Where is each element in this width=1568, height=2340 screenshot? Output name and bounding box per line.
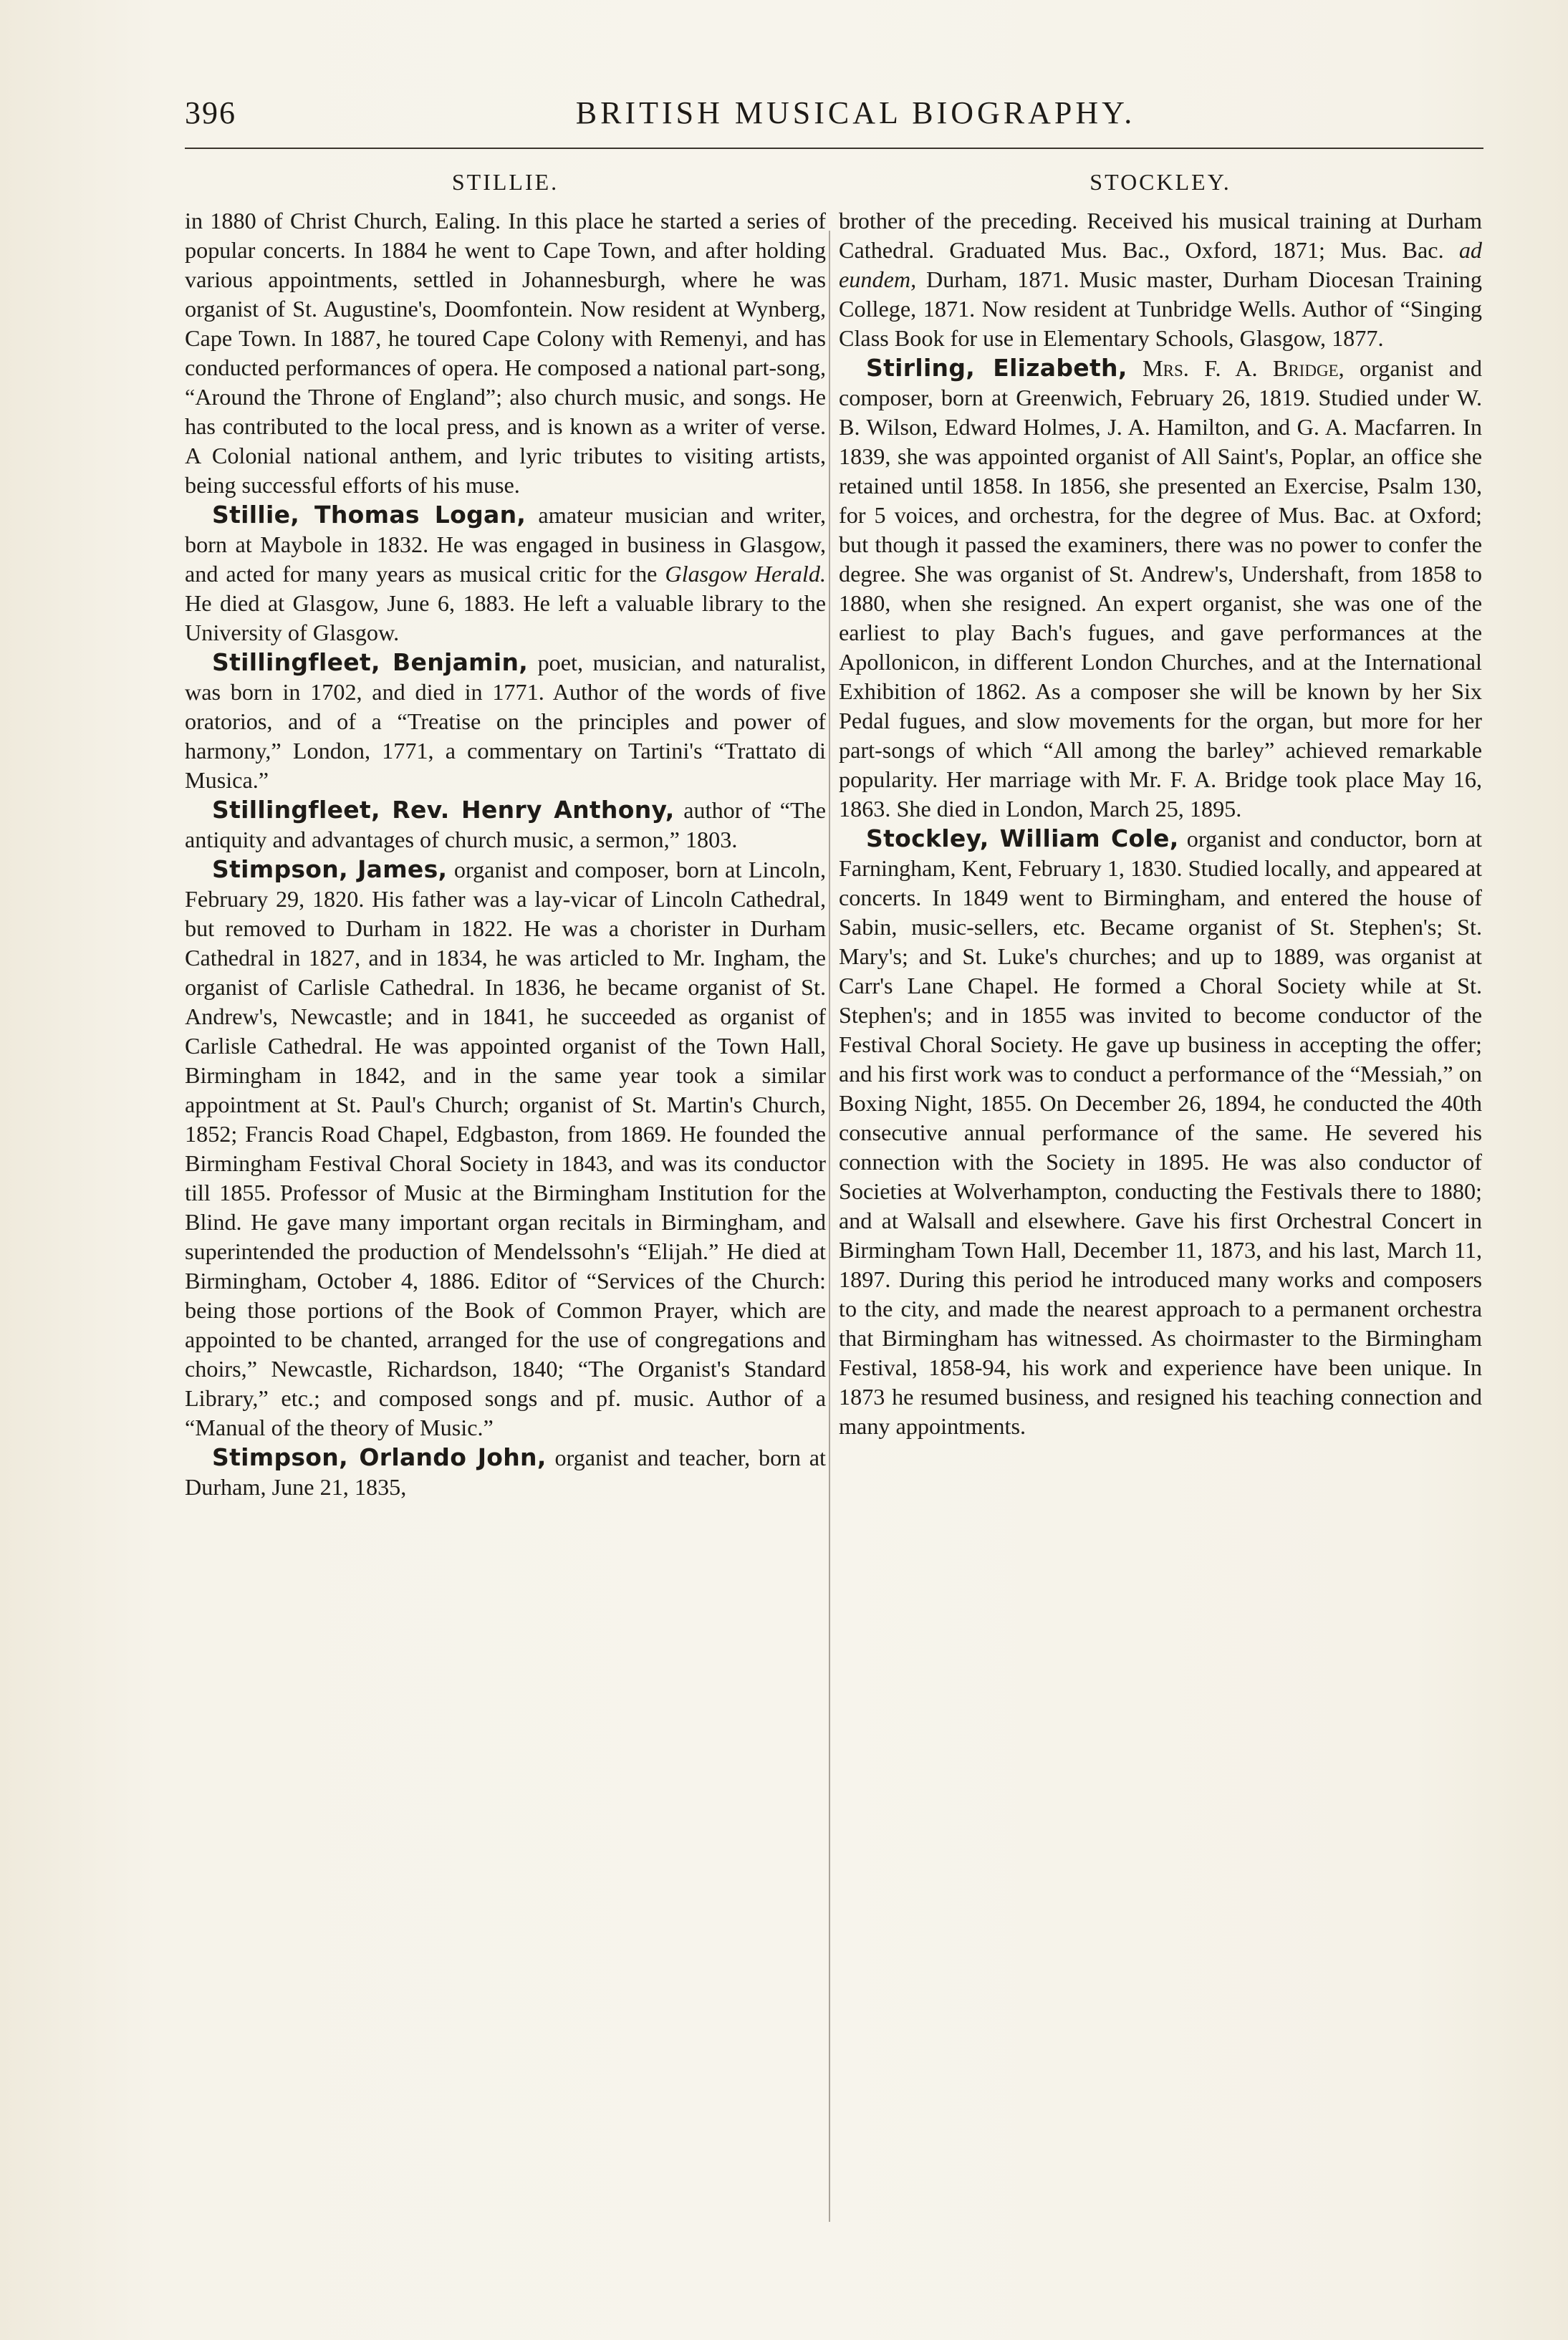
entry-headword: Stillingfleet, Rev. Henry Anthony,: [212, 796, 675, 824]
left-column: [185, 166, 826, 2286]
entry-text: author of “The antiquity and advantages of church music, a sermon,” 1803.: [185, 797, 826, 852]
entry-text: Durham, 1871. Music master, Durham Diocesan Training College, 1871. Now resident at Tunbridge Wells. Author of “Singing Class Book for use in Elementary Schools, Glasgow, 1877.: [839, 266, 1482, 351]
page-number: 396: [185, 95, 236, 130]
entry-continuation: [185, 206, 826, 500]
entry-stillingfleet-henry-anthony: [185, 795, 826, 854]
entry-headword: Stirling, Elizabeth,: [866, 354, 1127, 382]
entry-stillie-thomas-logan: [185, 500, 826, 647]
entry-text: organist and conductor, born at Farningham, Kent, February 1, 1830. Studied locally, and appeared at concerts. In 1849 went to Birmingham, and entered the house of Sabin, music-sellers, etc. Became organist of St. Stephen's; St. Mary's; and St. Luke's churches; and up to 1889, was organist at Carr's Lane Chapel. He formed a Choral Society while at St. Stephen's; and in 1855 was invited to become conductor of the Festival Choral Society. He gave up business in accepting the offer; and his first work was to conduct a performance of the “Messiah,” on Boxing Night, 1855. On December 26, 1894, he conducted the 40th consecutive annual performance of the same. He severed his connection with the Society in 1895. He was also conductor of Societies at Wolverhampton, conducting the Festivals there to 1880; and at Walsall and elsewhere. Gave his first Orchestral Concert in Birmingham Town Hall, December 11, 1873, and his last, March 11, 1897. During this period he introduced many works and composers to the city, and made the nearest approach to a permanent orchestra that Birmingham has witnessed. As choirmaster to the Birmingham Festival, 1858-94, his work and experience have been unique. In 1873 he resumed business, and resigned his teaching connection and many appointments.: [839, 826, 1482, 1439]
entry-married-name: Mrs. F. A. Bridge,: [1127, 355, 1345, 381]
entry-italic-term: ad eundem,: [839, 237, 1482, 292]
entry-text: amateur musician and writer, born at Maybole in 1832. He was engaged in business in Glasgow, and acted for many years as musical critic for the: [185, 502, 826, 587]
entry-text: organist and composer, born at Greenwich, February 26, 1819. Studied under W. B. Wilson, Edward Holmes, J. A. Hamilton, and G. A. Macfarren. In 1839, she was appointed organist of All Saint's, Poplar, an office she retained until 1858. In 1856, she presented an Exercise, Psalm 130, for 5 voices, and orchestra, for the degree of Mus. Bac. at Oxford; but though it passed the examiners, there was no power to confer the degree. She was organist of St. Andrew's, Undershaft, from 1858 to 1880, when she resigned. An expert organist, she was one of the earliest to play Bach's fugues, and gave performances at the Apollonicon, in different London Churches, and at the International Exhibition of 1862. As a composer she will be known by her Six Pedal fugues, and slow movements for the organ, but more for her part-songs of which “All among the barley” achieved remarkable popularity. Her marriage with Mr. F. A. Bridge took place May 16, 1863. She died in London, March 25, 1895.: [839, 355, 1482, 822]
entry-stockley-william-cole: [839, 824, 1482, 1441]
book-title: BRITISH MUSICAL BIOGRAPHY.: [575, 95, 1136, 130]
left-column-head: STILLIE.: [451, 169, 559, 195]
entry-text: He died at Glasgow, June 6, 1883. He left a valuable library to the University of Glasgow.: [185, 590, 826, 645]
entry-text: poet, musician, and naturalist, was born in 1702, and died in 1771. Author of the words of five oratorios, and of a “Treatise on the principles and power of harmony,” London, 1771, a commentary on Tartini's “Trattato di Musica.”: [185, 650, 826, 793]
right-column: [839, 166, 1482, 2286]
entry-headword: Stockley, William Cole,: [866, 824, 1179, 852]
entry-text: brother of the preceding. Received his musical training at Durham Cathedral. Graduated Mus. Bac., Oxford, 1871; Mus. Bac.: [839, 208, 1482, 263]
entry-text: organist and teacher, born at Durham, June 21, 1835,: [185, 1445, 826, 1500]
entry-stirling-elizabeth: [839, 353, 1482, 824]
right-column-head: STOCKLEY.: [1090, 169, 1231, 195]
running-head: [185, 95, 1483, 145]
entry-stimpson-james: [185, 854, 826, 1443]
entry-headword: Stillie, Thomas Logan,: [212, 501, 526, 529]
column-divider: [829, 231, 830, 2222]
entry-headword: Stimpson, James,: [212, 855, 448, 883]
entry-headword: Stillingfleet, Benjamin,: [212, 648, 529, 676]
entry-continuation: [839, 206, 1482, 353]
entry-italic-title: Glasgow Herald.: [665, 561, 826, 587]
header-rule: [185, 148, 1483, 149]
entry-stimpson-orlando-john: [185, 1443, 826, 1502]
entry-text: organist and composer, born at Lincoln, February 29, 1820. His father was a lay-vicar of Lincoln Cathedral, but removed to Durham in 1822. He was a chorister in Durham Cathedral in 1827, and in 1834, he was articled to Mr. Ingham, the organist of Carlisle Cathedral. In 1836, he became organist of St. Andrew's, Newcastle; and in 1841, he succeeded as organist of Carlisle Cathedral. He was appointed organist of the Town Hall, Birmingham in 1842, and in the same year took a similar appointment at St. Paul's Church; organist of St. Martin's Church, 1852; Francis Road Chapel, Edgbaston, from 1869. He founded the Birmingham Festival Choral Society in 1843, and was its conductor till 1855. Professor of Music at the Birmingham Institution for the Blind. He gave many important organ recitals in Birmingham, and superintended the production of Mendelssohn's “Elijah.” He died at Birmingham, October 4, 1886. Editor of “Services of the Church: being those portions of the Book of Common Prayer, which are appointed to be chanted, arranged for the use of congregations and choirs,” Newcastle, Richardson, 1840; “The Organist's Standard Library,” etc.; and composed songs and pf. music. Author of a “Manual of the theory of Music.”: [185, 857, 826, 1440]
entry-text: in 1880 of Christ Church, Ealing. In this place he started a series of popular concerts. In 1884 he went to Cape Town, and after holding various appointments, settled in Johannesburgh, where he was organist of St. Augustine's, Doomfontein. Now resident at Wynberg, Cape Town. In 1887, he toured Cape Colony with Remenyi, and has conducted performances of opera. He composed a national part-song, “Around the Throne of England”; also church music, and songs. He has contributed to the local press, and is known as a writer of verse. A Colonial national anthem, and lyric tributes to visiting artists, being successful efforts of his muse.: [185, 208, 826, 498]
entry-stillingfleet-benjamin: [185, 647, 826, 795]
entry-headword: Stimpson, Orlando John,: [212, 1443, 547, 1471]
